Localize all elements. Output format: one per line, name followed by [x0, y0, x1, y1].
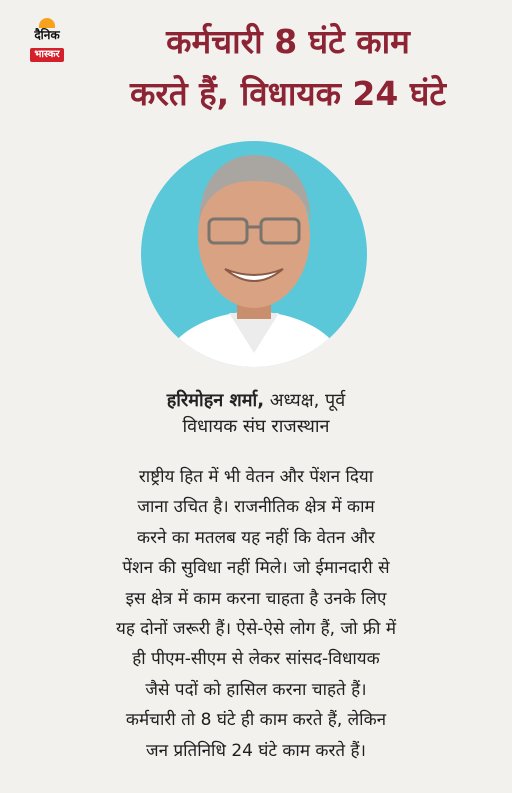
headline-line-1: कर्मचारी 8 घंटे काम — [166, 22, 410, 61]
quote-line: ही पीएम-सीएम से लेकर सांसद-विधायक — [132, 649, 380, 670]
quote-line: जाना उचित है। राजनीतिक क्षेत्र में काम — [137, 497, 375, 518]
portrait-illustration — [141, 141, 367, 367]
quote-line: कर्मचारी तो 8 घंटे ही काम करते हैं, लेकिन — [125, 710, 387, 731]
logo-line-1: दैनिक — [34, 28, 60, 42]
quote-line: इस क्षेत्र में काम करना चाहता है उनके लिए — [125, 588, 387, 609]
quote-line: पेंशन की सुविधा नहीं मिले। जो ईमानदारी से — [122, 558, 390, 579]
quote-line: यह दोनों जरूरी हैं। ऐसे-ऐसे लोग हैं, जो फ्री में — [116, 619, 396, 640]
quote-text — [56, 462, 456, 766]
portrait-photo — [141, 141, 367, 367]
sun-icon — [39, 18, 55, 28]
quote-line: करने का मतलब यह नहीं कि वेतन और — [137, 527, 375, 548]
person-name: हरिमोहन शर्मा, — [166, 390, 265, 411]
quote-line: राष्ट्रीय हित में भी वेतन और पेंशन दिया — [138, 467, 374, 487]
dainik-bhaskar-logo[interactable] — [20, 18, 74, 72]
person-caption — [60, 388, 452, 440]
headline-line-2: करते हैं, विधायक 24 घंटे — [130, 74, 446, 113]
logo-line-2: भास्कर — [30, 48, 63, 62]
quote-line: जैसे पदों को हासिल करना चाहते हैं। — [145, 679, 367, 700]
person-role-line-1: अध्यक्ष, पूर्व — [264, 390, 346, 411]
headline — [78, 16, 498, 120]
quote-line: जन प्रतिनिधि 24 घंटे काम करते हैं। — [146, 740, 366, 761]
person-role-line-2: विधायक संघ राजस्थान — [182, 416, 330, 437]
